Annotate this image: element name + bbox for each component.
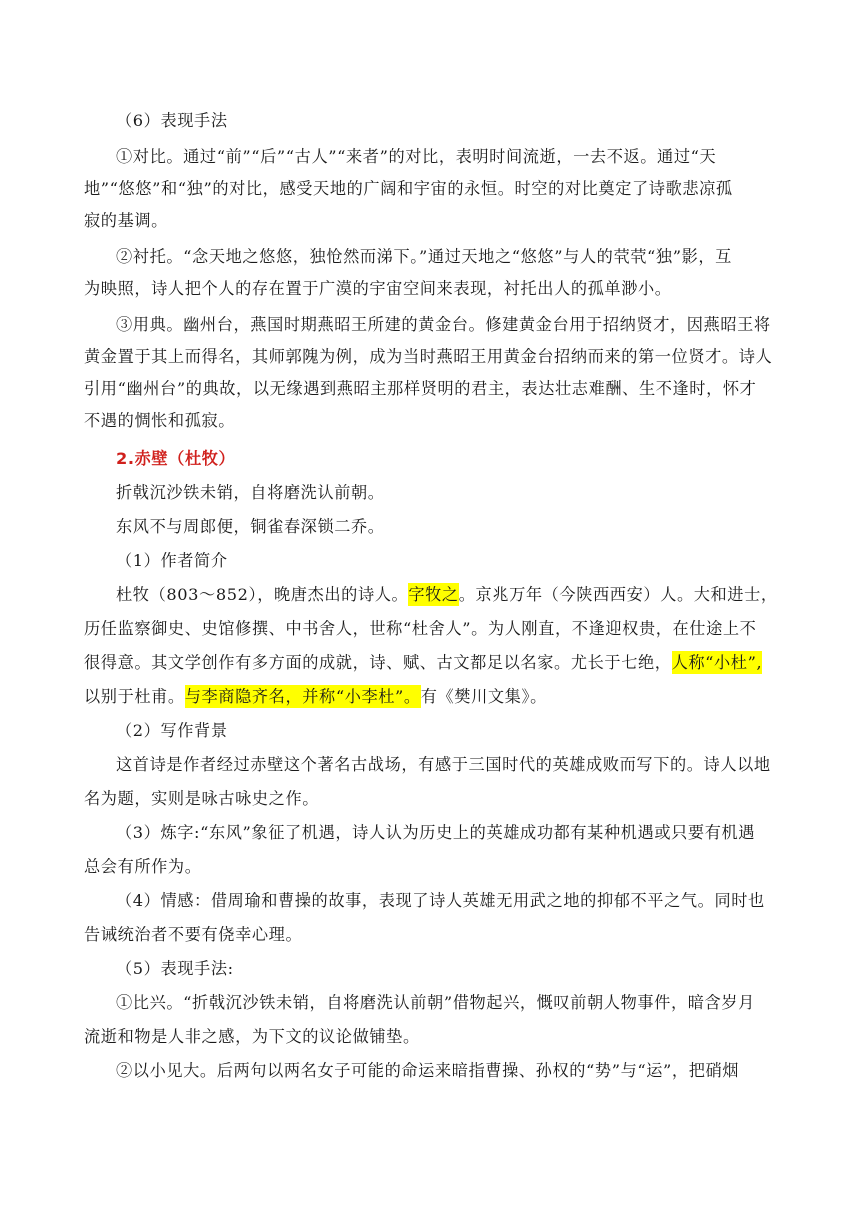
paragraph-line: 地”“悠悠”和“独”的对比，感受天地的广阔和宇宙的永恒。时空的对比奠定了诗歌悲凉孤 bbox=[84, 179, 733, 198]
paragraph-line: ②衬托。“念天地之悠悠，独怆然而涕下。”通过天地之“悠悠”与人的茕茕“独”影，互 bbox=[116, 247, 732, 266]
text-run: 很得意。其文学创作有多方面的成就，诗、赋、古文都足以名家。尤长于七绝， bbox=[84, 653, 672, 672]
paragraph-line: 引用“幽州台”的典故，以无缘遇到燕昭主那样贤明的君主，表达壮志难酬、生不逢时，怀才 bbox=[84, 379, 757, 398]
paragraph-line bbox=[84, 651, 784, 675]
section-heading: （5）表现手法: bbox=[116, 959, 234, 978]
paragraph-line: 告诫统治者不要有侥幸心理。 bbox=[84, 925, 303, 944]
poem-line: 东风不与周郎便，铜雀春深锁二乔。 bbox=[116, 517, 385, 536]
paragraph-line: ②以小见大。后两句以两名女子可能的命运来暗指曹操、孙权的“势”与“运”，把硝烟 bbox=[116, 1061, 740, 1080]
paragraph-line: 不遇的惆怅和孤寂。 bbox=[84, 411, 236, 430]
highlighted-text: 字牧之 bbox=[408, 585, 459, 604]
section-heading: （1）作者简介 bbox=[116, 551, 228, 570]
section-heading: （2）写作背景 bbox=[116, 721, 228, 740]
paragraph-line: ①比兴。“折戟沉沙铁未销，自将磨洗认前朝”借物起兴，慨叹前朝人物事件，暗含岁月 bbox=[116, 993, 755, 1012]
paragraph-line: 总会有所作为。 bbox=[84, 857, 202, 876]
paragraph-line bbox=[84, 685, 784, 709]
section-heading: （6）表现手法 bbox=[116, 111, 228, 130]
poem-title: 2.赤壁（杜牧） bbox=[116, 449, 236, 468]
highlighted-text: 与李商隐齐名，并称“小李杜”。 bbox=[184, 687, 421, 706]
paragraph-line: 名为题，实则是咏古咏史之作。 bbox=[84, 789, 320, 808]
highlighted-text: 人称“小杜”, bbox=[671, 653, 763, 672]
paragraph-line bbox=[116, 583, 816, 607]
paragraph-line: 历任监察御史、史馆修撰、中书舍人，世称“杜舍人”。为人刚直，不逢迎权贵，在仕途上不 bbox=[84, 619, 757, 638]
paragraph-line: 黄金置于其上而得名，其师郭隗为例，成为当时燕昭王用黄金台招纳而来的第一位贤才。诗人 bbox=[84, 347, 773, 366]
paragraph-line: ①对比。通过“前”“后”“古人”“来者”的对比，表明时间流逝，一去不返。通过“天 bbox=[116, 147, 717, 166]
poem-line: 折戟沉沙铁未销，自将磨洗认前朝。 bbox=[116, 483, 385, 502]
paragraph-line: （3）炼字:“东风”象征了机遇，诗人认为历史上的英雄成功都有某种机遇或只要有机遇 bbox=[116, 823, 756, 842]
paragraph-line: 寂的基调。 bbox=[84, 211, 168, 230]
text-run: 以别于杜甫。 bbox=[84, 687, 185, 706]
paragraph-line: 这首诗是作者经过赤壁这个著名古战场，有感于三国时代的英雄成败而写下的。诗人以地 bbox=[116, 755, 771, 774]
text-run: 。京兆万年（今陕西西安）人。大和进士， bbox=[458, 585, 778, 604]
paragraph-line: ③用典。幽州台，燕国时期燕昭王所建的黄金台。修建黄金台用于招纳贤才，因燕昭王将 bbox=[116, 315, 771, 334]
text-run: 杜牧（803～852），晚唐杰出的诗人。 bbox=[116, 585, 409, 604]
paragraph-line: 为映照，诗人把个人的存在置于广漠的宇宙空间来表现，衬托出人的孤单渺小。 bbox=[84, 279, 672, 298]
text-run: 有《樊川文集》。 bbox=[420, 687, 547, 706]
paragraph-line: （4）情感：借周瑜和曹操的故事，表现了诗人英雄无用武之地的抑郁不平之气。同时也 bbox=[116, 891, 765, 910]
paragraph-line: 流逝和物是人非之感，为下文的议论做铺垫。 bbox=[84, 1027, 420, 1046]
